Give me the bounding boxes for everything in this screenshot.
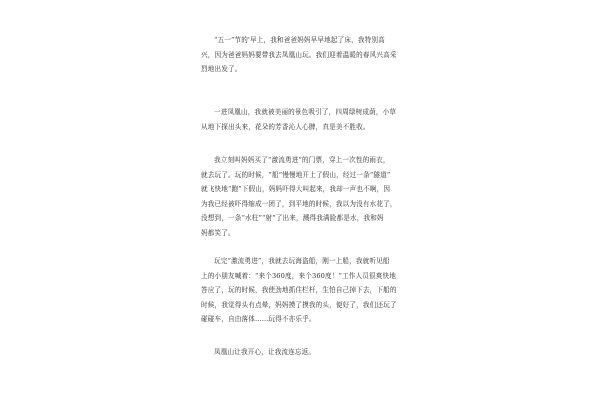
text-line: 就去玩了。玩的时候，“船”慢慢地开上了假山，经过一条“隧道” [201, 170, 391, 179]
paragraph-1 [201, 33, 411, 77]
text-line: 碰碰车，自由落体……玩得不亦乐乎。 [201, 315, 316, 323]
text-line: 烈地出发了。 [201, 65, 242, 73]
text-line: 一进凤凰山，我就被美丽的景色吸引了，四周绿树成荫，小草 [214, 108, 397, 116]
text-line: 从地下探出头来，花朵的芳香沁人心脾，真是美不胜收。 [201, 122, 370, 131]
paragraph-2 [201, 105, 411, 134]
text-line: 时候，我觉得头有点晕，妈妈摸了摸我的头，便好了，我们还玩了 [201, 300, 397, 309]
text-line: 为我已经被吓得缩成一团了，到平地的时候，我以为没有水花了， [201, 199, 397, 208]
text-line: 答应了，玩的时候，我使劲地抓住栏杆，生怕自己掉下去，下船的 [201, 286, 397, 294]
text-line: 就飞快地“跑”下假山，妈妈吓得大叫起来，我却一声也不啊，因 [201, 185, 391, 193]
text-line: 凤凰山让我开心，让我流连忘返。 [214, 348, 316, 356]
text-line: 玩完“激流勇进”，我就去玩海盗船，刚一上船，我就听见船 [214, 257, 390, 265]
text-line: 兴，因为爸爸妈妈要带我去凤凰山玩。我们迎着温暖的春风兴高采 [201, 50, 397, 59]
text-line: 没想到，一条“水柱”“射”了出来，溅得我满脸都是水，我和妈 [201, 214, 384, 222]
text-line: “五一”节的'早上，我和爸爸妈妈早早地起了床，我特别高 [214, 36, 385, 44]
paragraph-5 [201, 345, 411, 360]
paragraph-4 [201, 254, 411, 327]
paragraph-3 [201, 153, 411, 240]
text-line: 上的小朋友喊着：“来个360度，来个360度！”工作人员很爽快地 [201, 271, 396, 280]
text-line: 我立刻叫妈妈买了“激流勇进”的门票，穿上一次性的雨衣， [214, 156, 390, 164]
text-line: 妈都笑了。 [201, 228, 235, 237]
